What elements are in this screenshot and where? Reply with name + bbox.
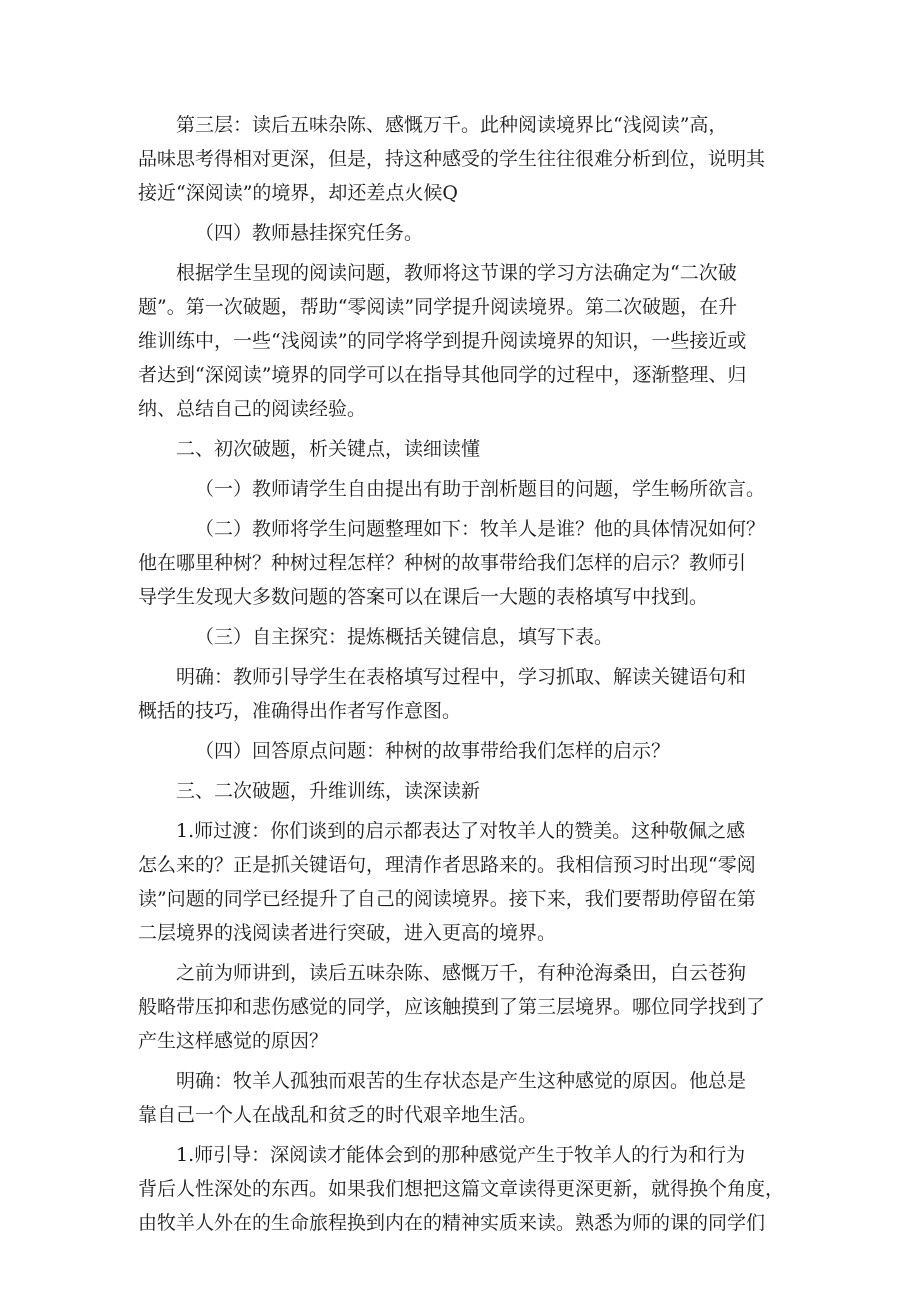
- text-line: 第三层：读后五味杂陈、感慨万千。此种阅读境界比“浅阅读”高，: [176, 114, 728, 136]
- paragraph: [138, 956, 788, 1058]
- text-line: 怎么来的？正是抓关键语句，理清作者思路来的。我相信预习时出现“零阅: [138, 854, 756, 876]
- text-line: 概括的技巧，准确得出作者写作意图。: [138, 700, 462, 722]
- paragraph: [138, 432, 788, 466]
- text-line: （三）自主探究：提炼概括关键信息，填写下表。: [195, 626, 614, 648]
- text-line: 导学生发现大多数问题的答案可以在课后一大题的表格填写中找到。: [138, 586, 709, 608]
- text-line: 明确：教师引导学生在表格填写过程中，学习抓取、解读关键语句和: [176, 666, 747, 688]
- paragraph: [138, 108, 788, 210]
- paragraph: [138, 472, 788, 506]
- text-line: 1.师引导：深阅读才能体会到的那种感觉产生于牧羊人的行为和行为: [176, 1144, 746, 1166]
- text-line: 三、二次破题，升维训练，读深读新: [176, 780, 481, 802]
- text-line: 他在哪里种树？种树过程怎样？种树的故事带给我们怎样的启示？教师引: [138, 552, 747, 574]
- text-line: 般略带压抑和悲伤感觉的同学，应该触摸到了第三层境界。哪位同学找到了: [138, 996, 766, 1018]
- text-line: 1.师过渡：你们谈到的启示都表达了对牧羊人的赞美。这种敬佩之感: [176, 820, 746, 842]
- text-line: （四）回答原点问题：种树的故事带给我们怎样的启示？: [195, 740, 671, 762]
- paragraph: [138, 256, 788, 426]
- paragraph: [138, 814, 788, 950]
- paragraph: [138, 620, 788, 654]
- paragraph: [138, 660, 788, 728]
- paragraph: [138, 1064, 788, 1132]
- text-line: 靠自己一个人在战乱和贫乏的时代艰辛地生活。: [138, 1104, 538, 1126]
- text-line: （二）教师将学生问题整理如下：牧羊人是谁？他的具体情况如何？: [195, 518, 766, 540]
- text-line: 背后人性深处的东西。如果我们想把这篇文章读得更深更新，就得换个角度，: [138, 1178, 785, 1200]
- text-line: 题”。第一次破题，帮助“零阅读”同学提升阅读境界。第二次破题，在升: [138, 296, 738, 318]
- paragraph: [138, 216, 788, 250]
- text-line: 由牧羊人外在的生命旅程换到内在的精神实质来读。熟悉为师的课的同学们: [138, 1212, 766, 1234]
- paragraph: [138, 734, 788, 768]
- text-line: 二层境界的浅阅读者进行突破，进入更高的境界。: [138, 922, 557, 944]
- text-line: 品味思考得相对更深，但是，持这种感受的学生往往很难分析到位，说明其: [138, 148, 766, 170]
- text-line: 产生这样感觉的原因？: [138, 1030, 329, 1052]
- text-line: 之前为师讲到，读后五味杂陈、感慨万千，有种沧海桑田，白云苍狗: [176, 962, 747, 984]
- text-line: 维训练中，一些“浅阅读”的同学将学到提升阅读境界的知识，一些接近或: [138, 330, 747, 352]
- text-line: 纳、总结自己的阅读经验。: [138, 398, 367, 420]
- text-line: 读”问题的同学已经提升了自己的阅读境界。接下来，我们要帮助停留在第: [138, 888, 756, 910]
- text-line: 接近“深阅读”的境界，却还差点火候Q: [138, 182, 459, 204]
- text-line: 二、初次破题，析关键点，读细读懂: [176, 438, 481, 460]
- paragraph: [138, 512, 788, 614]
- document-body: [138, 108, 788, 1246]
- text-line: 根据学生呈现的阅读问题，教师将这节课的学习方法确定为“二次破: [176, 262, 737, 284]
- text-line: 者达到“深阅读”境界的同学可以在指导其他同学的过程中，逐渐整理、归: [138, 364, 747, 386]
- text-line: 明确：牧羊人孤独而艰苦的生存状态是产生这种感觉的原因。他总是: [176, 1070, 747, 1092]
- paragraph: [138, 1138, 788, 1240]
- text-line: （一）教师请学生自由提出有助于剖析题目的问题，学生畅所欲言。: [195, 478, 766, 500]
- paragraph: [138, 774, 788, 808]
- text-line: （四）教师悬挂探究任务。: [195, 222, 424, 244]
